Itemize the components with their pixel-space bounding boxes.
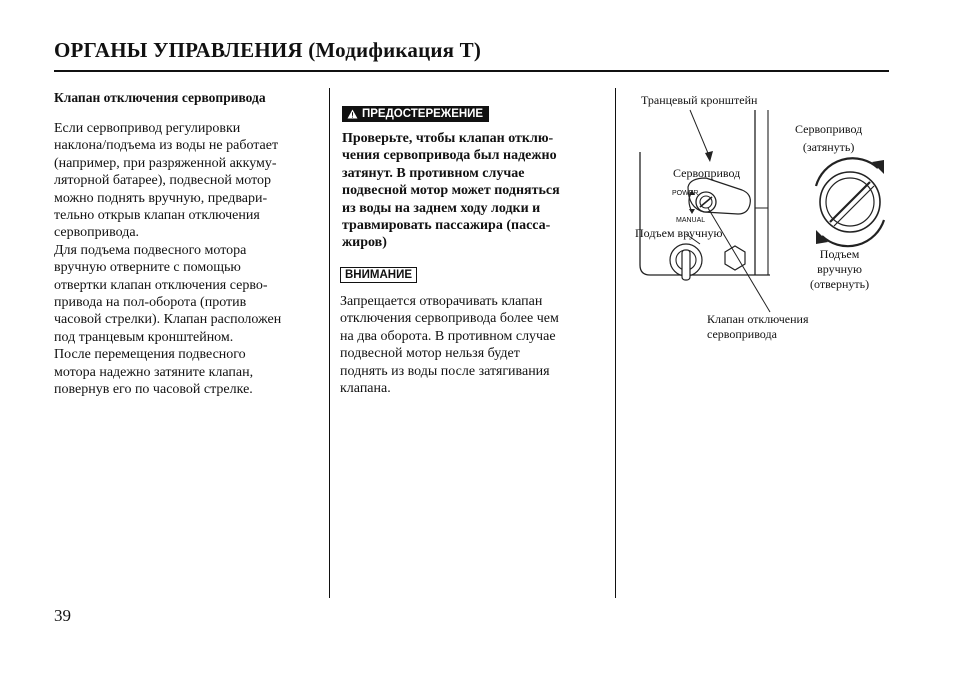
caution-body [340,293,559,397]
text-line: подвесной мотор может подняться [342,183,560,199]
column-divider-2 [615,88,616,598]
text-line: сервопривода. [54,225,140,241]
column-divider-1 [329,88,330,598]
label-line: Сервопривод [795,122,863,136]
text-line: привода на пол-оборота (против [54,295,247,311]
column1-body [54,120,281,399]
label-transom-bracket: Транцевый кронштейн [641,93,758,107]
warning-body [342,130,560,252]
warning-triangle-icon [347,109,358,119]
text-line: (например, при разряженной аккуму- [54,155,277,171]
text-line: вручную отверните с помощью [54,260,241,276]
section-heading: Клапан отключения сервопривода [54,90,266,105]
warning-label-text: ПРЕДОСТЕРЕЖЕНИЕ [362,108,484,120]
text-line: затянут. В противном случае [342,165,525,181]
text-line: мотора надежно затяните клапан, [54,364,254,380]
warning-label [342,106,489,122]
text-line: ляторной батарее), подвесной мотор [54,173,272,189]
text-line: жиров) [342,235,387,251]
label-line: (затянуть) [802,140,855,154]
text-line: травмировать пассажира (пасса- [342,218,551,234]
text-line: чения сервопривода был надежно [342,148,557,164]
title-rule [54,70,889,72]
text-line: под транцевым кронштейном. [54,329,234,345]
text-line: часовой стрелки). Клапан расположен [54,312,282,328]
text-line: наклона/подъема из воды не работает [54,138,279,154]
label-line: Клапан отключения [707,312,809,326]
text-line: тельно открыв клапан отключения [54,208,260,224]
text-line: подвесной мотор нельзя будет [340,346,520,362]
page-title: ОРГАНЫ УПРАВЛЕНИЯ (Модификация T) [54,38,482,62]
text-line: отвертки клапан отключения серво- [54,277,268,293]
text-line: Для подъема подвесного мотора [54,242,247,258]
text-line: Если сервопривод регулировки [54,121,241,136]
caution-label: ВНИМАНИЕ [340,267,417,283]
label-servo: Сервопривод [673,166,741,180]
label-line: Подъем [819,247,860,261]
text-line: можно поднять вручную, предвари- [54,190,268,206]
label-servo-valve [707,312,808,342]
label-lift-manual-unscrew [810,247,869,292]
text-line: повернув его по часовой стрелке. [54,382,253,398]
label-manual: MANUAL [676,217,706,224]
label-line: (отвернуть) [810,277,870,291]
label-power: POWER [672,190,699,197]
label-servo-tighten [795,122,862,155]
page-number: 39 [54,606,71,625]
text-line: на два оборота. В противном случае [340,328,556,344]
text-line: После перемещения подвесного [54,347,246,363]
label-line: вручную [817,262,863,276]
text-line: из воды на заднем ходу лодки и [342,200,541,216]
text-line: клапана. [340,381,391,397]
label-manual-lift: Подъем вручную [635,226,723,240]
text-line: поднять из воды после затягивания [340,363,550,379]
text-line: Запрещается отворачивать клапан [340,294,543,309]
text-line: Проверьте, чтобы клапан отклю- [342,131,554,146]
label-line: сервопривода [707,327,777,341]
text-line: отключения сервопривода более чем [340,311,559,327]
